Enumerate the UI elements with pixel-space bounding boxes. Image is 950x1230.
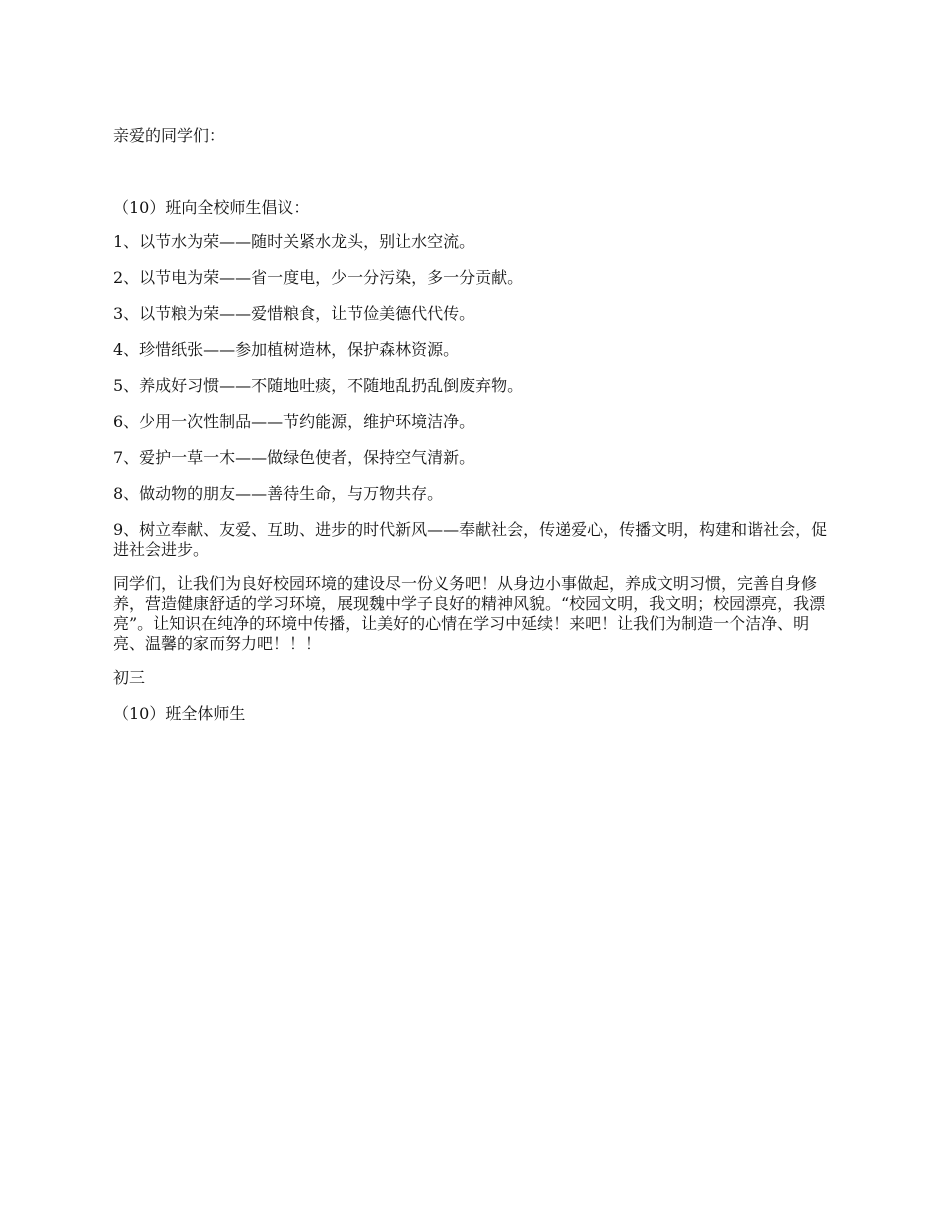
signature-grade: 初三 xyxy=(113,668,146,687)
proposal-item-7: 7、爱护一草一木——做绿色使者，保持空气清新。 xyxy=(113,448,476,467)
proposal-item-9: 9、树立奉献、友爱、互助、进步的时代新风——奉献社会，传递爱心，传播文明，构建和谐社会，促进社会进步。 xyxy=(113,520,828,559)
document-page xyxy=(113,126,833,724)
proposal-item-8: 8、做动物的朋友——善待生命，与万物共存。 xyxy=(113,484,444,503)
proposal-item-4: 4、珍惜纸张——参加植树造林，保护森林资源。 xyxy=(113,340,460,359)
proposal-intro: （10）班向全校师生倡议： xyxy=(113,198,310,217)
proposal-item-1: 1、以节水为荣——随时关紧水龙头，别让水空流。 xyxy=(113,232,476,251)
greeting: 亲爱的同学们： xyxy=(113,126,226,145)
signature-class: （10）班全体师生 xyxy=(113,704,246,723)
proposal-item-2: 2、以节电为荣——省一度电，少一分污染，多一分贡献。 xyxy=(113,268,524,287)
proposal-item-5: 5、养成好习惯——不随地吐痰，不随地乱扔乱倒废弃物。 xyxy=(113,376,524,395)
closing-paragraph: 同学们，让我们为良好校园环境的建设尽一份义务吧！从身边小事做起，养成文明习惯，完善自身修养，营造健康舒适的学习环境，展现魏中学子良好的精神风貌。“校园文明，我文明；校园漂亮，我漂亮”。让知识在纯净的环境中传播，让美好的心情在学习中延续！来吧！让我们为制造一个洁净、明亮、温馨的家而努力吧！！！ xyxy=(113,574,826,653)
proposal-item-3: 3、以节粮为荣——爱惜粮食，让节俭美德代代传。 xyxy=(113,304,476,323)
proposal-item-6: 6、少用一次性制品——节约能源，维护环境洁净。 xyxy=(113,412,476,431)
